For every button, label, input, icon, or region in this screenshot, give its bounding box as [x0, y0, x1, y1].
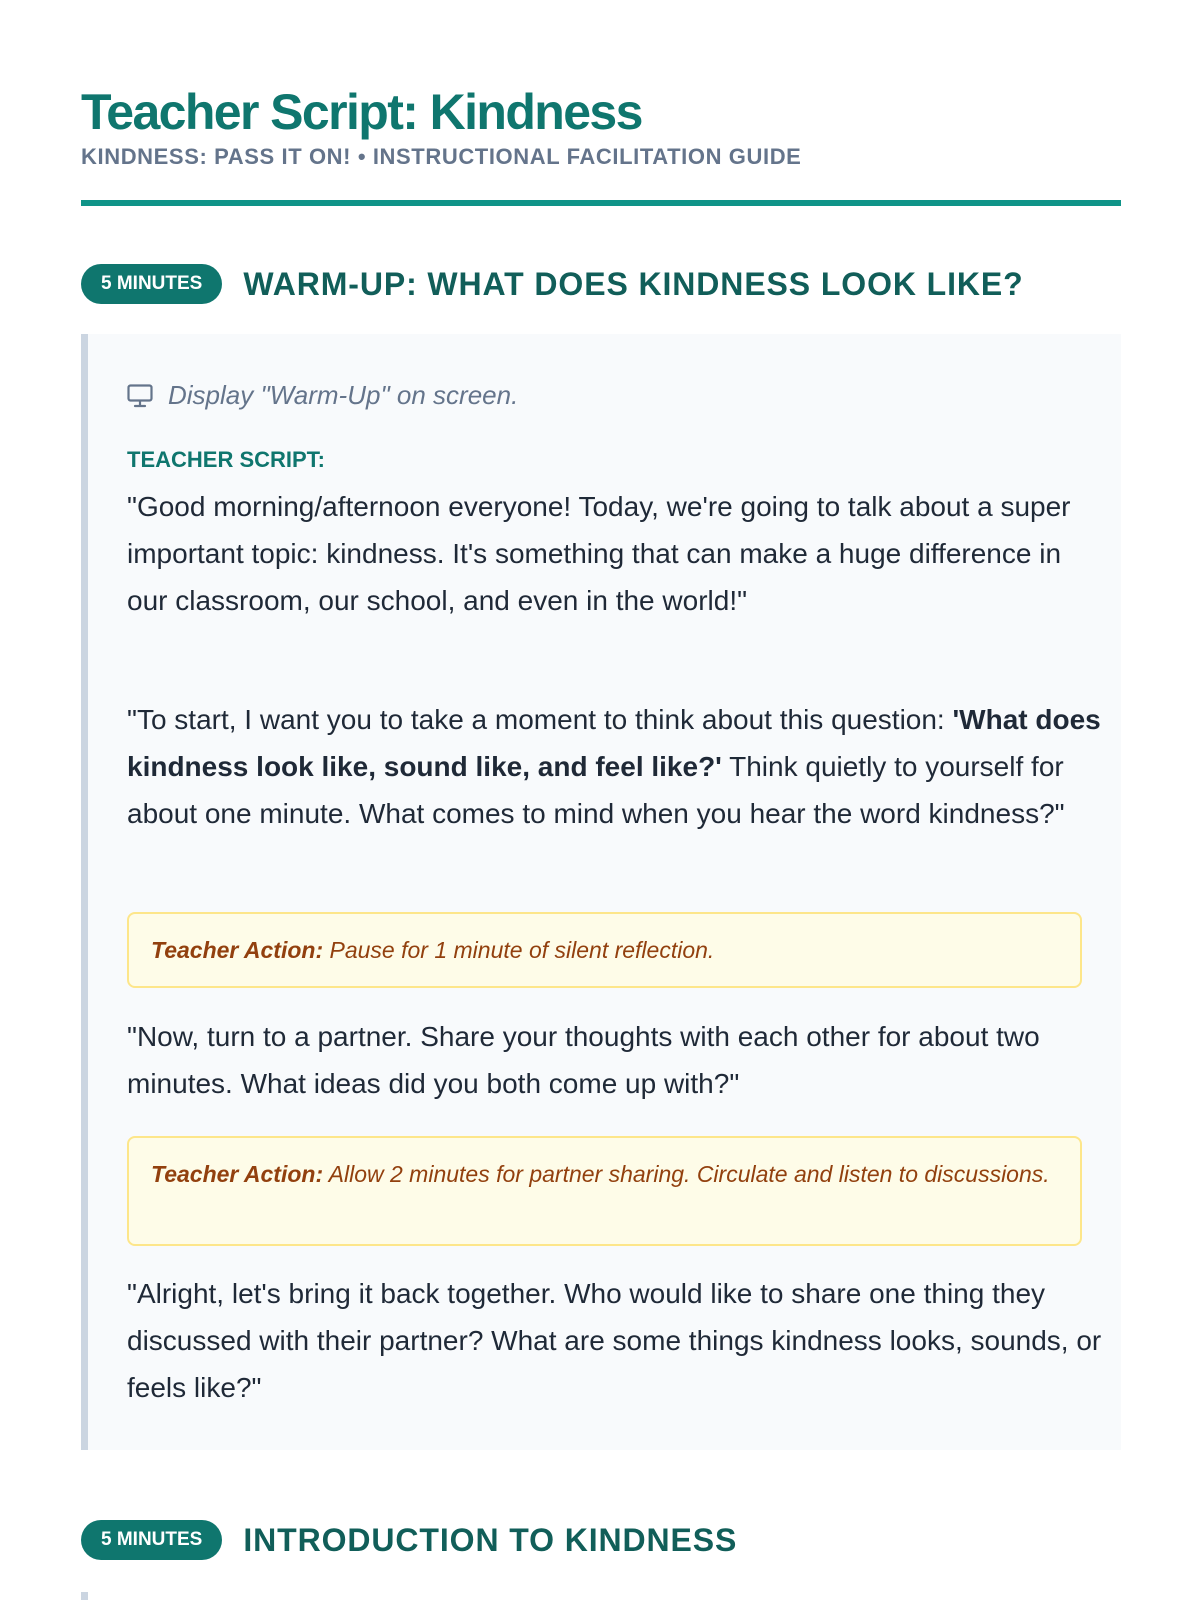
teacher-action-label: Teacher Action: — [151, 937, 324, 963]
duration-badge: 5 MINUTES — [81, 1520, 222, 1560]
section-header-warm-up — [81, 264, 1024, 304]
teacher-action-box — [127, 912, 1082, 988]
script-paragraph: "Alright, let's bring it back together. Who would like to share one thing they discussed with their partner? What are some things kindness looks, sounds, or feels like?" — [127, 1278, 1102, 1403]
script-paragraph: "Now, turn to a partner. Share your thoughts with each other for about two minutes. What ideas did you both come up with?" — [127, 1021, 1040, 1099]
duration-badge: 5 MINUTES — [81, 264, 222, 304]
script-paragraph — [127, 696, 1102, 837]
monitor-icon — [127, 384, 153, 408]
script-text: "To start, I want you to take a moment to think about this question: — [127, 704, 953, 735]
teacher-action-text: Allow 2 minutes for partner sharing. Circulate and listen to discussions. — [323, 1161, 1050, 1187]
teacher-script-label: TEACHER SCRIPT: — [127, 447, 326, 472]
page-subtitle: KINDNESS: PASS IT ON! • INSTRUCTIONAL FACILITATION GUIDE — [81, 144, 802, 169]
section-title: INTRODUCTION TO KINDNESS — [243, 1521, 738, 1558]
section-title: WARM-UP: WHAT DOES KINDNESS LOOK LIKE? — [243, 265, 1024, 302]
teacher-action-label: Teacher Action: — [151, 1161, 324, 1187]
key-question: 'What does kindness look like, sound like, and feel like?' — [127, 704, 1101, 782]
page-title: Teacher Script: Kindness — [81, 84, 642, 140]
display-instruction — [127, 380, 518, 411]
section-header-introduction — [81, 1520, 737, 1560]
teacher-action-box — [127, 1136, 1082, 1246]
script-text: Think quietly to yourself for about one minute. What comes to mind when you hear the word kindness?" — [127, 751, 1065, 829]
display-note-text: Display "Warm-Up" on screen. — [168, 380, 519, 410]
teacher-action-text: Pause for 1 minute of silent reflection. — [323, 937, 715, 963]
script-box-warm-up — [81, 334, 1121, 1450]
title-divider — [81, 200, 1121, 206]
script-paragraph: "Good morning/afternoon everyone! Today, we're going to talk about a super important topic: kindness. It's something that can make a huge difference in our classroom, our school, and even in the world!" — [127, 491, 1071, 616]
script-box-edge — [81, 1592, 88, 1600]
